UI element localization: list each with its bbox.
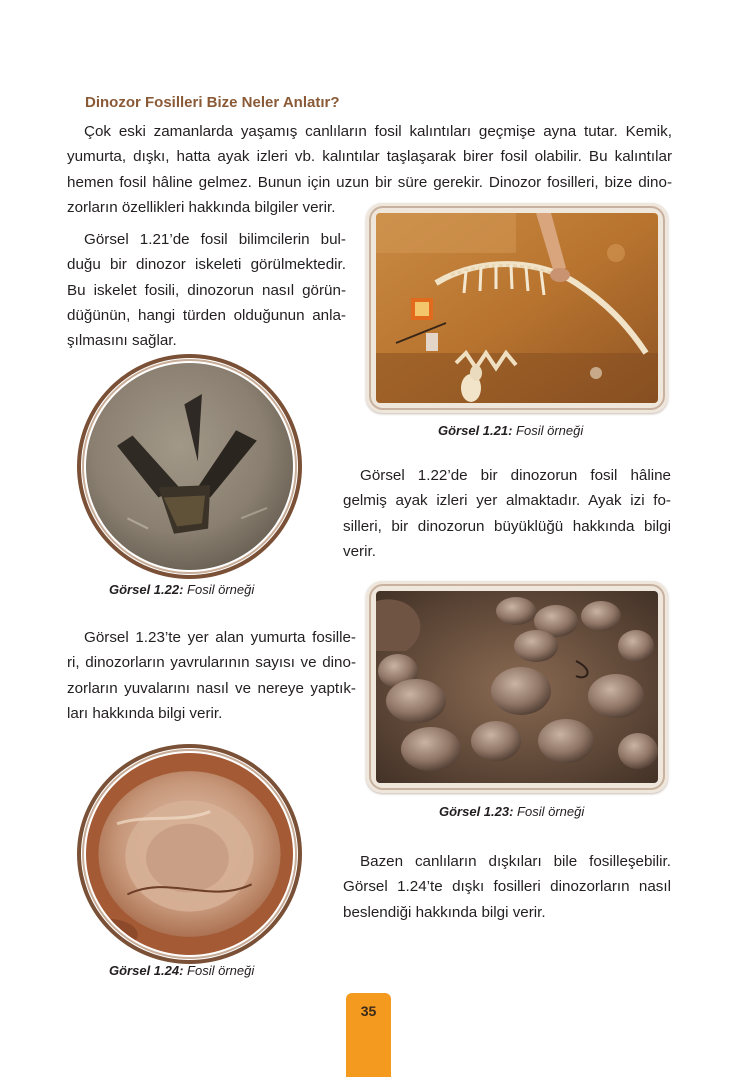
fig122-line: silleri, bir dinozorun büyüklüğü hakkında bilgi: [343, 517, 671, 535]
fig121-line: şılmasını sağlar.: [67, 332, 177, 350]
fig124-coprolite-photo: [86, 753, 293, 955]
fig121-line: düğünün, hangi türden olduğunun anla-: [67, 306, 346, 324]
fig121-line: Bu iskelet fosili, dinozorun nasıl görün-: [67, 281, 346, 299]
fig123-line: ları hakkında bilgi verir.: [67, 704, 223, 722]
fig123-caption-text: Fosil örneği: [513, 804, 585, 819]
intro-line: yumurta, dışkı, hatta ayak izleri vb. kalıntılar taşlaşarak birer fosil olabilir. Bu kalıntılar: [67, 148, 672, 166]
fig124-caption-text: Fosil örneği: [183, 963, 255, 978]
fig122-line: gelmiş ayak izleri yer almaktadır. Ayak izi fo-: [343, 492, 671, 510]
fig122-line: verir.: [343, 542, 376, 560]
fig124-line: Bazen canlıların dışkıları bile fosilleşebilir.: [360, 853, 671, 870]
fig123-paragraph: [67, 625, 356, 726]
fig121-caption-text: Fosil örneği: [512, 423, 584, 438]
fig123-caption-label: Görsel 1.23:: [439, 804, 514, 819]
fig124-line: Görsel 1.24’te dışkı fosilleri dinozorların nasıl: [343, 878, 671, 896]
fig122-paragraph: [343, 463, 671, 564]
fig124-caption-label: Görsel 1.24:: [109, 963, 184, 978]
fig124-frame: [77, 744, 302, 964]
fig123-line: Görsel 1.23’te yer alan yumurta fosille-: [84, 629, 356, 646]
fig123-eggs-photo: [376, 591, 658, 783]
fig122-line: Görsel 1.22’de bir dinozorun fosil hâline: [360, 467, 671, 484]
fig124-caption: [109, 963, 254, 978]
fig123-line: ri, dinozorların yavrularının sayısı ve dino-: [67, 654, 356, 672]
section-heading: Dinozor Fosilleri Bize Neler Anlatır?: [85, 94, 340, 111]
fig121-line: duğu bir dinozor iskeleti görülmektedir.: [67, 256, 346, 274]
fig124-line: beslendiği hakkında bilgi verir.: [343, 903, 546, 921]
fig123-line: zorların yuvalarını nasıl ve nereye yaptık-: [67, 679, 356, 697]
fig122-caption-label: Görsel 1.22:: [109, 582, 184, 597]
fig122-footprint-photo: [86, 363, 293, 570]
fig122-caption: [109, 582, 254, 597]
page-number: 35: [360, 1003, 377, 1019]
fig121-skeleton-photo: [376, 213, 658, 403]
intro-line: zorların özellikleri hakkında bilgiler verir.: [67, 198, 336, 216]
fig122-caption-text: Fosil örneği: [183, 582, 255, 597]
fig121-caption: [438, 423, 583, 438]
page-number-tab: [346, 993, 391, 1077]
fig124-paragraph: [343, 849, 671, 925]
fig122-frame: [77, 354, 302, 579]
intro-line: Çok eski zamanlarda yaşamış canlıların fosil kalıntıları geçmişe ayna tutar. Kemik,: [84, 123, 672, 140]
fig123-caption: [439, 804, 584, 819]
fig121-line: Görsel 1.21’de fosil bilimcilerin bul-: [84, 231, 346, 248]
fig121-paragraph: [67, 227, 346, 353]
intro-line: hemen fosil hâline gelmez. Bunun için uzun bir süre gerekir. Dinozor fosilleri, bize dino-: [67, 173, 672, 191]
fig121-caption-label: Görsel 1.21:: [438, 423, 513, 438]
